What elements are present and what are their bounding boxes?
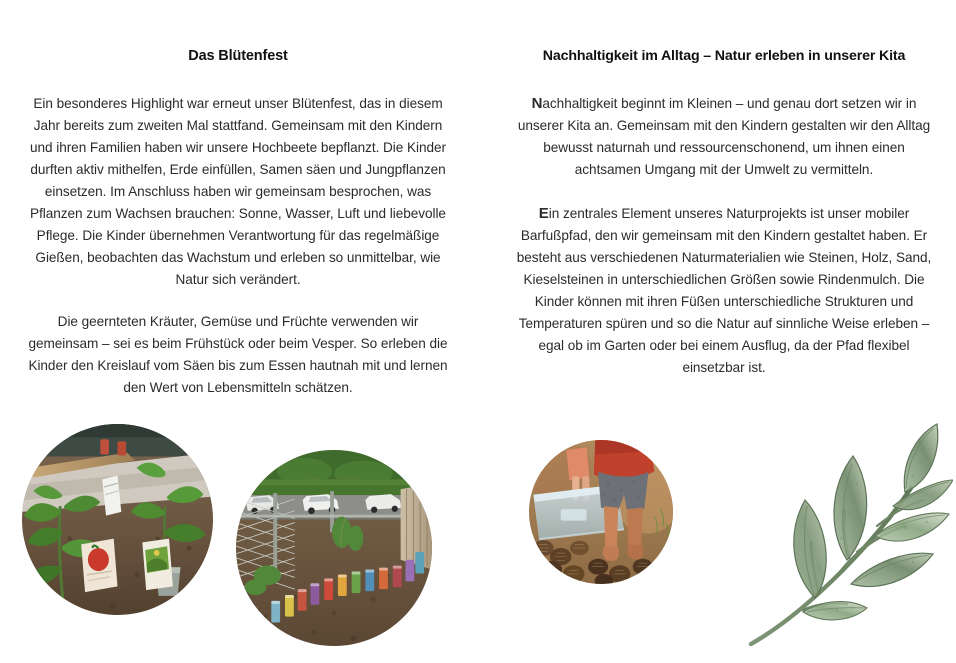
column-left	[18, 0, 458, 399]
photo-barefoot	[529, 440, 673, 584]
page-title-right: Nachhaltigkeit im Alltag – Natur erleben in unserer Kita	[542, 48, 906, 64]
branch-illustration	[745, 422, 953, 650]
paragraph-bluetenfest-2: Die geernteten Kräuter, Gemüse und Früchte verwenden wir gemeinsam – sei es beim Frühstück oder beim Vesper. So erleben die Kinder den Kreislauf vom Säen bis zum Essen hautnah mit und lernen den Wert von Lebensmitteln schätzen.	[28, 314, 448, 396]
dropcap-n: N	[531, 95, 543, 113]
column-right	[500, 0, 948, 379]
paragraph-nachhaltigkeit-1	[509, 93, 939, 181]
branch-illustration-graphic	[745, 422, 953, 650]
photo-raised-bed-graphic	[22, 424, 213, 615]
photo-garden-plot	[236, 450, 432, 646]
paragraph-nachhaltigkeit-1-text: achhaltigkeit beginnt im Kleinen – und genau dort setzen wir in unserer Kita an. Gemeinsam mit den Kindern gestalten wir den Alltag bewusst naturnah und ressourcenschonend, um ihnen einen achtsamen Umgang mit der Umwelt zu vermitteln.	[517, 96, 931, 178]
paragraph-bluetenfest-1: Ein besonderes Highlight war erneut unser Blütenfest, das in diesem Jahr bereits zum zweiten Mal stattfand. Gemeinsam mit den Kindern und ihren Familien haben wir unsere Hochbeete bepflanzt. Die Kinder durften aktiv mithelfen, Erde einfüllen, Samen säen und Jungpflanzen einsetzen. Im Anschluss haben wir gemeinsam besprochen, was Pflanzen zum Wachsen brauchen: Sonne, Wasser, Luft und liebevolle Pflege. Die Kinder übernehmen Verantwortung für das regelmäßige Gießen, beobachten das Wachstum und erleben so unmittelbar, wie Natur sich verändert.	[29, 96, 447, 288]
page-title-left: Das Blütenfest	[188, 48, 288, 64]
paragraph-barfusspfad-text: in zentrales Element unseres Naturprojekts ist unser mobiler Barfußpfad, den wir gemeinsam mit den Kindern gestaltet haben. Er besteht aus verschiedenen Naturmaterialien wie Steinen, Holz, Sand, Kieselsteinen in unterschiedlichen Größen sowie Rindenmulch. Die Kinder können mit ihren Füßen unterschiedliche Strukturen und Temperaturen spüren und so die Natur auf sinnliche Weise erleben – egal ob im Garten oder bei einem Ausflug, da der Pfad flexibel einsetzbar ist.	[516, 206, 932, 376]
photo-raised-bed	[22, 424, 213, 615]
dropcap-e: E	[538, 205, 549, 223]
paragraph-barfusspfad	[509, 203, 939, 379]
photo-garden-plot-graphic	[236, 450, 432, 646]
photo-barefoot-graphic	[529, 440, 673, 584]
